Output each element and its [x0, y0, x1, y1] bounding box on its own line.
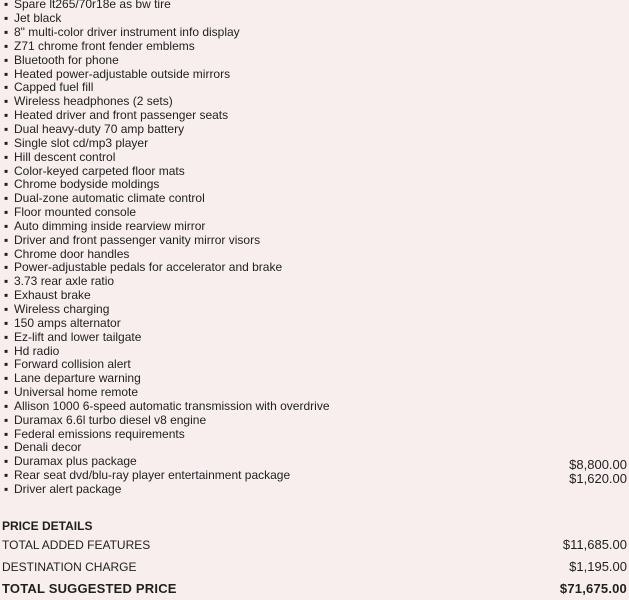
list-item [4, 427, 629, 441]
list-item [4, 40, 629, 54]
price-details-heading: PRICE DETAILS [2, 519, 93, 533]
feature-label: Rear seat dvd/blu-ray player entertainment package [14, 468, 291, 483]
feature-label: Capped fuel fill [14, 80, 94, 95]
bullet-icon: ▪ [4, 38, 9, 53]
feature-label: Hd radio [14, 343, 60, 358]
list-item [4, 26, 629, 40]
list-item [4, 344, 629, 358]
bullet-icon: ▪ [4, 135, 9, 150]
bullet-icon: ▪ [4, 329, 9, 344]
price-row-label: TOTAL ADDED FEATURES [2, 538, 151, 552]
bullet-icon: ▪ [4, 301, 9, 316]
bullet-icon: ▪ [4, 191, 9, 206]
bullet-icon: ▪ [4, 481, 9, 496]
list-item [4, 247, 629, 261]
feature-label: Chrome door handles [14, 246, 130, 261]
bullet-icon: ▪ [4, 343, 9, 358]
price-row-added-features [2, 534, 627, 556]
list-item [4, 233, 629, 247]
bullet-icon: ▪ [4, 122, 9, 137]
bullet-icon: ▪ [4, 25, 9, 40]
bullet-icon: ▪ [4, 385, 9, 400]
list-item [4, 303, 629, 317]
feature-label: Wireless charging [14, 301, 110, 316]
price-row-destination [2, 556, 627, 578]
feature-label: Hill descent control [14, 149, 116, 164]
bullet-icon: ▪ [4, 94, 9, 109]
bullet-icon: ▪ [4, 468, 9, 483]
feature-label: 150 amps alternator [14, 315, 121, 330]
bullet-icon: ▪ [4, 66, 9, 81]
feature-label: Heated driver and front passenger seats [14, 108, 229, 123]
bullet-icon: ▪ [4, 440, 9, 455]
list-item [4, 53, 629, 67]
feature-price: $8,800.00 [569, 456, 627, 472]
feature-label: Power-adjustable pedals for accelerator and brake [14, 260, 283, 275]
list-item [4, 289, 629, 303]
feature-label: 8" multi-color driver instrument info display [14, 25, 240, 40]
bullet-icon: ▪ [4, 205, 9, 220]
feature-label: Allison 1000 6-speed automatic transmission with overdrive [14, 398, 330, 413]
list-item [4, 164, 629, 178]
list-item [4, 483, 629, 497]
list-item [4, 441, 629, 455]
list-item [4, 220, 629, 234]
feature-label: Ez-lift and lower tailgate [14, 329, 142, 344]
feature-label: Bluetooth for phone [14, 52, 119, 67]
bullet-icon: ▪ [4, 80, 9, 95]
feature-label: Chrome bodyside moldings [14, 177, 160, 192]
feature-label: Universal home remote [14, 385, 139, 400]
list-item [4, 67, 629, 81]
bullet-icon: ▪ [4, 52, 9, 67]
price-details [2, 518, 627, 600]
bullet-icon: ▪ [4, 260, 9, 275]
bullet-icon: ▪ [4, 149, 9, 164]
bullet-icon: ▪ [4, 232, 9, 247]
list-item [4, 136, 629, 150]
feature-label: Color-keyed carpeted floor mats [14, 163, 185, 178]
bullet-icon: ▪ [4, 315, 9, 330]
list-item [4, 109, 629, 123]
feature-label: Duramax 6.6l turbo diesel v8 engine [14, 412, 207, 427]
feature-label: Floor mounted console [14, 205, 137, 220]
list-item [4, 0, 629, 12]
list-item [4, 413, 629, 427]
feature-label: Denali decor [14, 440, 82, 455]
feature-label: Dual heavy-duty 70 amp battery [14, 122, 185, 137]
bullet-icon: ▪ [4, 108, 9, 123]
list-item [4, 386, 629, 400]
feature-label: Dual-zone automatic climate control [14, 191, 205, 206]
total-price-value: $71,675.00 [559, 581, 627, 596]
feature-label: Heated power-adjustable outside mirrors [14, 66, 231, 81]
feature-label: Lane departure warning [14, 371, 141, 386]
bullet-icon: ▪ [4, 412, 9, 427]
list-item [4, 261, 629, 275]
feature-label: Auto dimming inside rearview mirror [14, 218, 206, 233]
feature-label: Single slot cd/mp3 player [14, 135, 149, 150]
bullet-icon: ▪ [4, 163, 9, 178]
bullet-icon: ▪ [4, 274, 9, 289]
feature-label: 3.73 rear axle ratio [14, 274, 115, 289]
bullet-icon: ▪ [4, 11, 9, 26]
list-item [4, 81, 629, 95]
list-item [4, 316, 629, 330]
bullet-icon: ▪ [4, 357, 9, 372]
total-price-label: TOTAL SUGGESTED PRICE [2, 581, 177, 596]
list-item [4, 468, 629, 486]
total-price-row [2, 578, 627, 600]
list-item [4, 454, 629, 472]
list-item [4, 178, 629, 192]
price-row-value: $1,195.00 [569, 559, 627, 574]
feature-label: Z71 chrome front fender emblems [14, 38, 195, 53]
feature-label: Federal emissions requirements [14, 426, 185, 441]
bullet-icon: ▪ [4, 288, 9, 303]
feature-label: Driver and front passenger vanity mirror visors [14, 232, 261, 247]
price-row-label: DESTINATION CHARGE [2, 560, 137, 574]
bullet-icon: ▪ [4, 218, 9, 233]
price-row-value: $11,685.00 [562, 537, 627, 552]
list-item [4, 358, 629, 372]
bullet-icon: ▪ [4, 246, 9, 261]
bullet-icon: ▪ [4, 398, 9, 413]
feature-list [4, 0, 629, 496]
list-item [4, 206, 629, 220]
feature-label: Exhaust brake [14, 288, 91, 303]
list-item [4, 399, 629, 413]
list-item [4, 330, 629, 344]
bullet-icon: ▪ [4, 426, 9, 441]
feature-label: Spare lt265/70r18e as bw tire [14, 0, 171, 12]
list-item [4, 12, 629, 26]
list-item [4, 372, 629, 386]
feature-price: $1,620.00 [569, 470, 627, 486]
feature-label: Forward collision alert [14, 357, 131, 372]
feature-label: Jet black [14, 11, 62, 26]
list-item [4, 192, 629, 206]
list-item [4, 123, 629, 137]
list-item [4, 275, 629, 289]
feature-label: Wireless headphones (2 sets) [14, 94, 173, 109]
feature-label: Duramax plus package [14, 454, 137, 469]
bullet-icon: ▪ [4, 177, 9, 192]
bullet-icon: ▪ [4, 454, 9, 469]
feature-label: Driver alert package [14, 481, 122, 496]
bullet-icon: ▪ [4, 371, 9, 386]
list-item [4, 150, 629, 164]
bullet-icon: ▪ [4, 0, 9, 12]
list-item [4, 95, 629, 109]
